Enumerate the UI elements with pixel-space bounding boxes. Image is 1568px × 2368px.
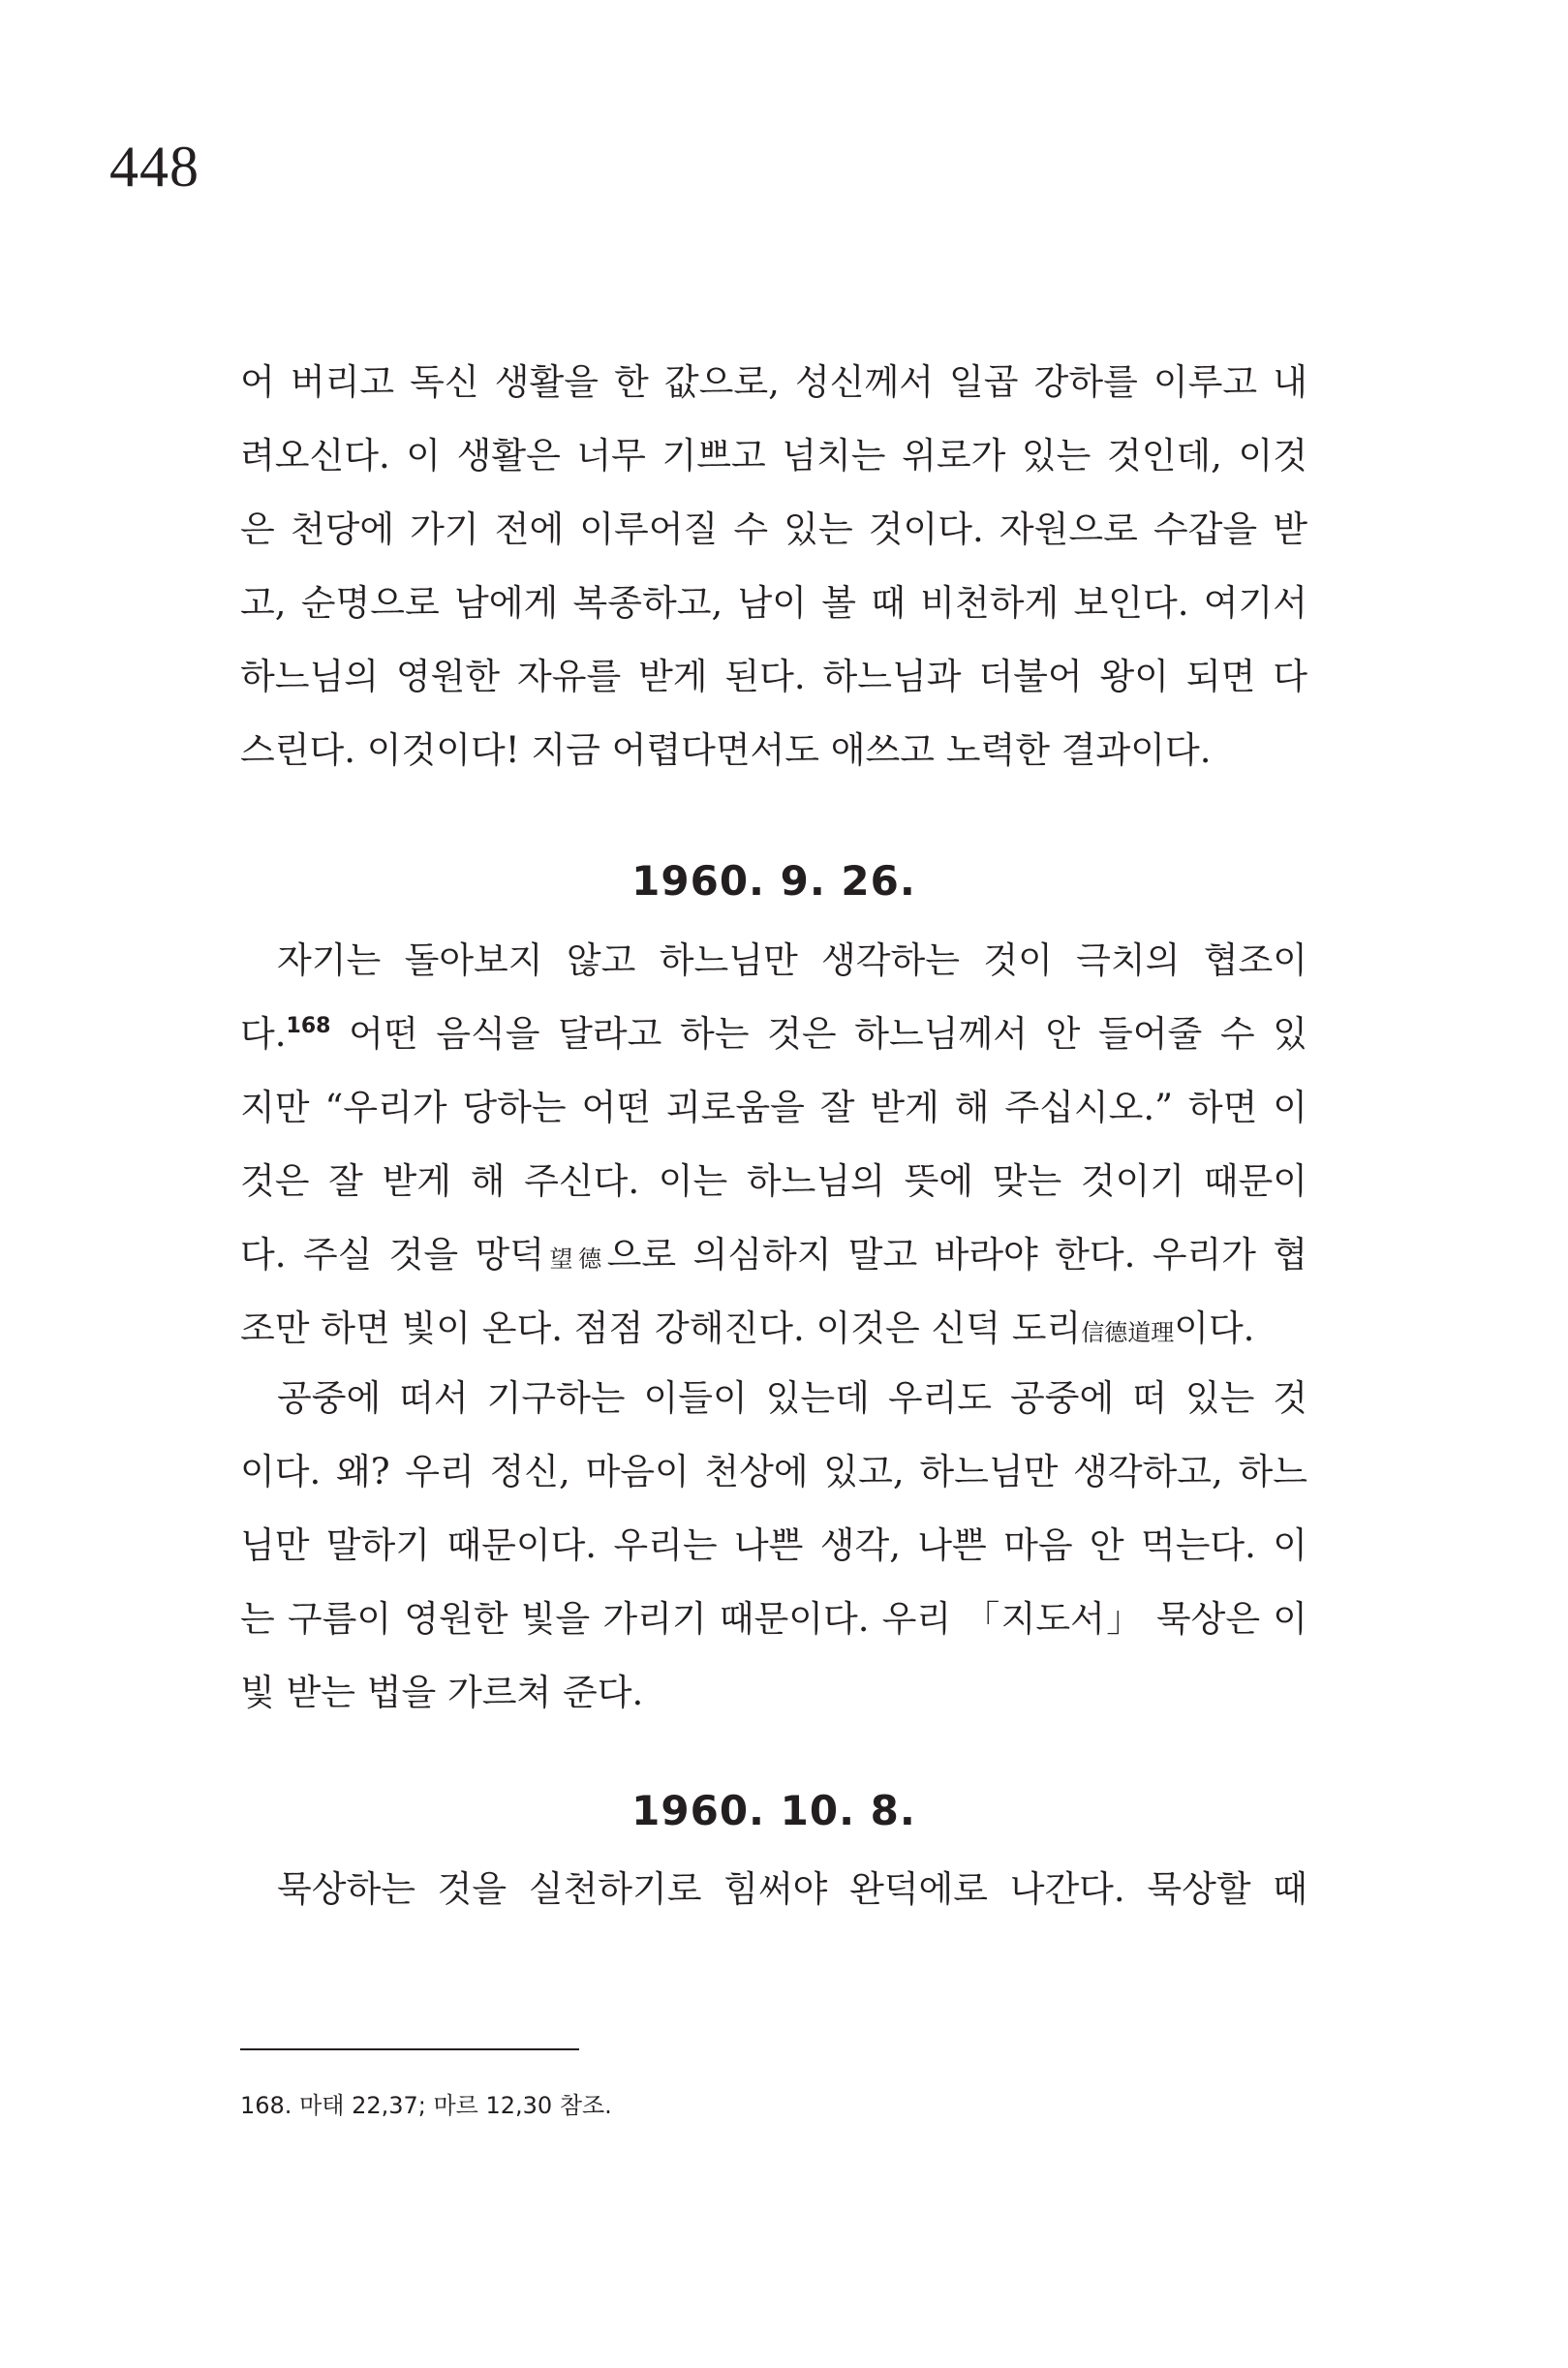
paragraph-section1-2 <box>240 1362 1307 1730</box>
text-segment: 으로 의심하지 말고 바라야 한다. 우리가 협 <box>606 1234 1307 1276</box>
text-line: 어 버리고 독신 생활을 한 값으로, 성신께서 일곱 강하를 이루고 내 <box>240 361 1307 403</box>
text-line: 묵상하는 것을 실천하기로 힘써야 완덕에로 나간다. 묵상할 때 <box>277 1868 1307 1910</box>
text-segment: 다. <box>240 1013 287 1055</box>
text-segment: 다. 주실 것을 망덕 <box>240 1234 544 1276</box>
footnote-reference: 168 <box>286 1014 331 1038</box>
text-line: 는 구름이 영원한 빛을 가리기 때문이다. 우리 「지도서」 묵상은 이 <box>240 1598 1307 1640</box>
date-heading-1960-9-26: 1960. 9. 26. <box>631 857 916 905</box>
text-line: 지만 “우리가 당하는 어떤 괴로움을 잘 받게 해 주십시오.” 하면 이 <box>240 1087 1307 1128</box>
hanja-annotation: 信德道理 <box>1081 1319 1175 1346</box>
text-line <box>240 998 1307 1071</box>
text-line <box>240 1218 1307 1292</box>
text-line <box>240 1292 1307 1366</box>
text-segment: 조만 하면 빛이 온다. 점점 강해진다. 이것은 신덕 도리 <box>240 1307 1082 1349</box>
text-line: 스린다. 이것이다! 지금 어렵다면서도 애쓰고 노력한 결과이다. <box>240 729 1212 771</box>
text-segment: 이다. <box>1174 1307 1255 1349</box>
text-line: 것은 잘 받게 해 주신다. 이는 하느님의 뜻에 맞는 것이기 때문이 <box>240 1160 1307 1202</box>
text-line: 고, 순명으로 남에게 복종하고, 남이 볼 때 비천하게 보인다. 여기서 <box>240 582 1307 624</box>
paragraph-continuation <box>240 346 1307 787</box>
hanja-annotation: 望德 <box>543 1246 607 1273</box>
footnote-divider <box>240 2048 579 2050</box>
text-line: 려오신다. 이 생활은 너무 기쁘고 넘치는 위로가 있는 것인데, 이것 <box>240 435 1307 477</box>
text-segment: 어떤 음식을 달라고 하는 것은 하느님께서 안 들어줄 수 있 <box>330 1013 1307 1055</box>
text-line: 이다. 왜? 우리 정신, 마음이 천상에 있고, 하느님만 생각하고, 하느 <box>240 1451 1307 1492</box>
text-line: 은 천당에 가기 전에 이루어질 수 있는 것이다. 자원으로 수갑을 받 <box>240 508 1307 550</box>
footnote-168: 168. 마태 22,37; 마르 12,30 참조. <box>240 2092 612 2119</box>
text-line: 하느님의 영원한 자유를 받게 된다. 하느님과 더불어 왕이 되면 다 <box>240 656 1307 697</box>
text-line: 자기는 돌아보지 않고 하느님만 생각하는 것이 극치의 협조이 <box>277 939 1307 981</box>
page-number: 448 <box>109 135 200 199</box>
paragraph-section2-1 <box>240 1853 1307 1926</box>
text-line: 님만 말하기 때문이다. 우리는 나쁜 생각, 나쁜 마음 안 먹는다. 이 <box>240 1524 1307 1566</box>
text-line: 빛 받는 법을 가르쳐 준다. <box>240 1672 644 1713</box>
paragraph-section1-1 <box>240 924 1307 1366</box>
text-line: 공중에 떠서 기구하는 이들이 있는데 우리도 공중에 떠 있는 것 <box>277 1377 1307 1419</box>
date-heading-1960-10-8: 1960. 10. 8. <box>631 1787 916 1834</box>
